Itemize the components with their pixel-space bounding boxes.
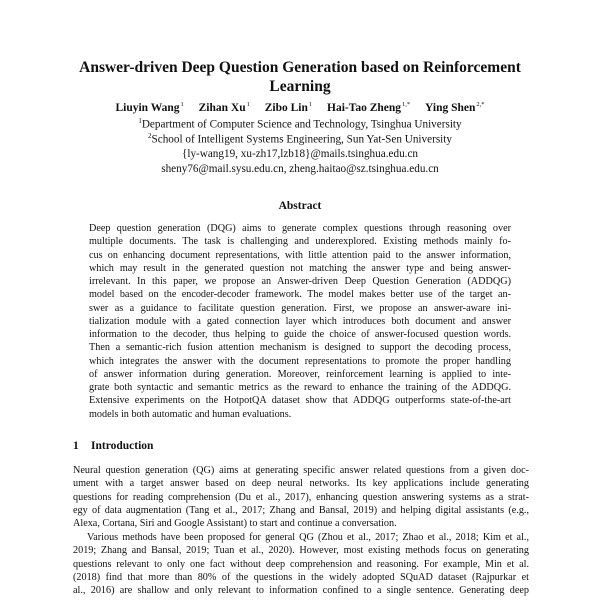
- abstract-line: multiple documents. The task is challenging and underexplored. Existing methods mainly fo-: [89, 236, 511, 248]
- abstract-line: models in both automatic and human evaluations.: [89, 408, 292, 420]
- section-title: Introduction: [91, 440, 154, 452]
- abstract-line: model based on the encoder-decoder framework. The model makes better use of the target an-: [89, 289, 511, 301]
- author: Liuyin Wang$^1$: [115, 101, 184, 114]
- intro-line: Neural question generation (QG) aims at generating specific answer related questions from a given doc-: [73, 465, 529, 476]
- abstract-line: Deep question generation (DQG) aims to generate complex questions through reasoning over: [89, 223, 511, 234]
- intro-line: 2019; Zhang and Bansal, 2019; Tuan et al., 2020). However, most existing methods focus on generating: [73, 545, 529, 557]
- abstract-heading: Abstract: [278, 200, 322, 212]
- abstract-line: swer as a guidance to facilitate question generation. First, we propose an answer-aware ini-: [89, 302, 511, 314]
- intro-line: al., 2016) are shallow and only relevant to information confined to a single sentence. Generating deep: [73, 585, 529, 596]
- intro-line: questions relevant to only one fact without deep comprehension and reasoning. For example, Min et al.: [73, 558, 529, 570]
- abstract-line: which may result in the generated question not matching the answer type and being answer-: [89, 262, 511, 274]
- email-line: {ly-wang19, xu-zh17,lzb18}@mails.tsinghua.edu.cn: [181, 148, 419, 160]
- abstract-line: which integrates the answer with the document representations to promote the proper handling: [89, 355, 511, 367]
- abstract-line: Extensive experiments on the HotpotQA dataset show that ADDQG outperforms state-of-the-art: [89, 395, 511, 407]
- title-line: Answer-driven Deep Question Generation based on Reinforcement: [79, 59, 521, 76]
- abstract-body: [89, 222, 511, 421]
- abstract-line: cus on enhancing document representations, with little attention paid to the answer information,: [89, 249, 511, 261]
- author: Hai-Tao Zheng$^{1,*}$: [327, 101, 411, 114]
- abstract-line: tialization module with a gated connection layer which introduces both document and answer: [89, 315, 511, 327]
- intro-line: ument with a target answer based on deep neural networks. Its key applications include generating: [73, 478, 529, 490]
- section-number: 1: [73, 440, 79, 452]
- section-heading: [73, 440, 153, 452]
- abstract-line: information to the decoder, thus helping to guide the choice of answer-focused question words.: [89, 329, 511, 340]
- paper-title: [70, 58, 530, 96]
- affiliation-1: $^1$Department of Computer Science and Technology, Tsinghua University: [138, 117, 462, 131]
- intro-paragraph-2: [73, 531, 529, 597]
- abstract-line: of answer information during generation. Moreover, reinforcement learning is applied to inte-: [89, 368, 511, 380]
- abstract-line: grate both syntactic and semantic metrics as the reward to enhance the training of the ADDQG.: [89, 382, 511, 393]
- intro-paragraph-1: [73, 464, 529, 530]
- intro-line: Alexa, Cortana, Siri and Google Assistant) to start and continue a conversation.: [73, 518, 397, 529]
- title-line: Learning: [269, 78, 331, 95]
- author: Zihan Xu$^1$: [198, 101, 250, 114]
- email-line: sheny76@mail.sysu.edu.cn, zheng.haitao@sz.tsinghua.edu.cn: [161, 163, 439, 175]
- author: Zibo Lin$^1$: [264, 101, 313, 114]
- abstract-line: irrelevant. In this paper, we propose an Answer-driven Deep Question Generation (ADDQG): [89, 276, 511, 287]
- author: Ying Shen$^{2,*}$: [425, 101, 485, 114]
- abstract-line: Then a semantic-rich fusion attention mechanism is designed to support the decoding process,: [89, 342, 511, 354]
- author-list: [60, 101, 540, 114]
- intro-line: egy of data augmentation (Tang et al., 2017; Zhang and Bansal, 2019) and helping digital assistants (e.g.,: [73, 504, 529, 516]
- affiliation-2: $^2$School of Intelligent Systems Engineering, Sun Yat-Sen University: [148, 132, 452, 146]
- intro-line: questions for reading comprehension (Du et al., 2017), enhancing question answering systems as a strat-: [73, 491, 529, 503]
- intro-line: Various methods have been proposed for general QG (Zhou et al., 2017; Zhao et al., 2018; Kim et al.,: [87, 532, 529, 543]
- intro-line: (2018) find that more than 80% of the questions in the widely adopted SQuAD dataset (Rajpurkar et: [73, 571, 529, 583]
